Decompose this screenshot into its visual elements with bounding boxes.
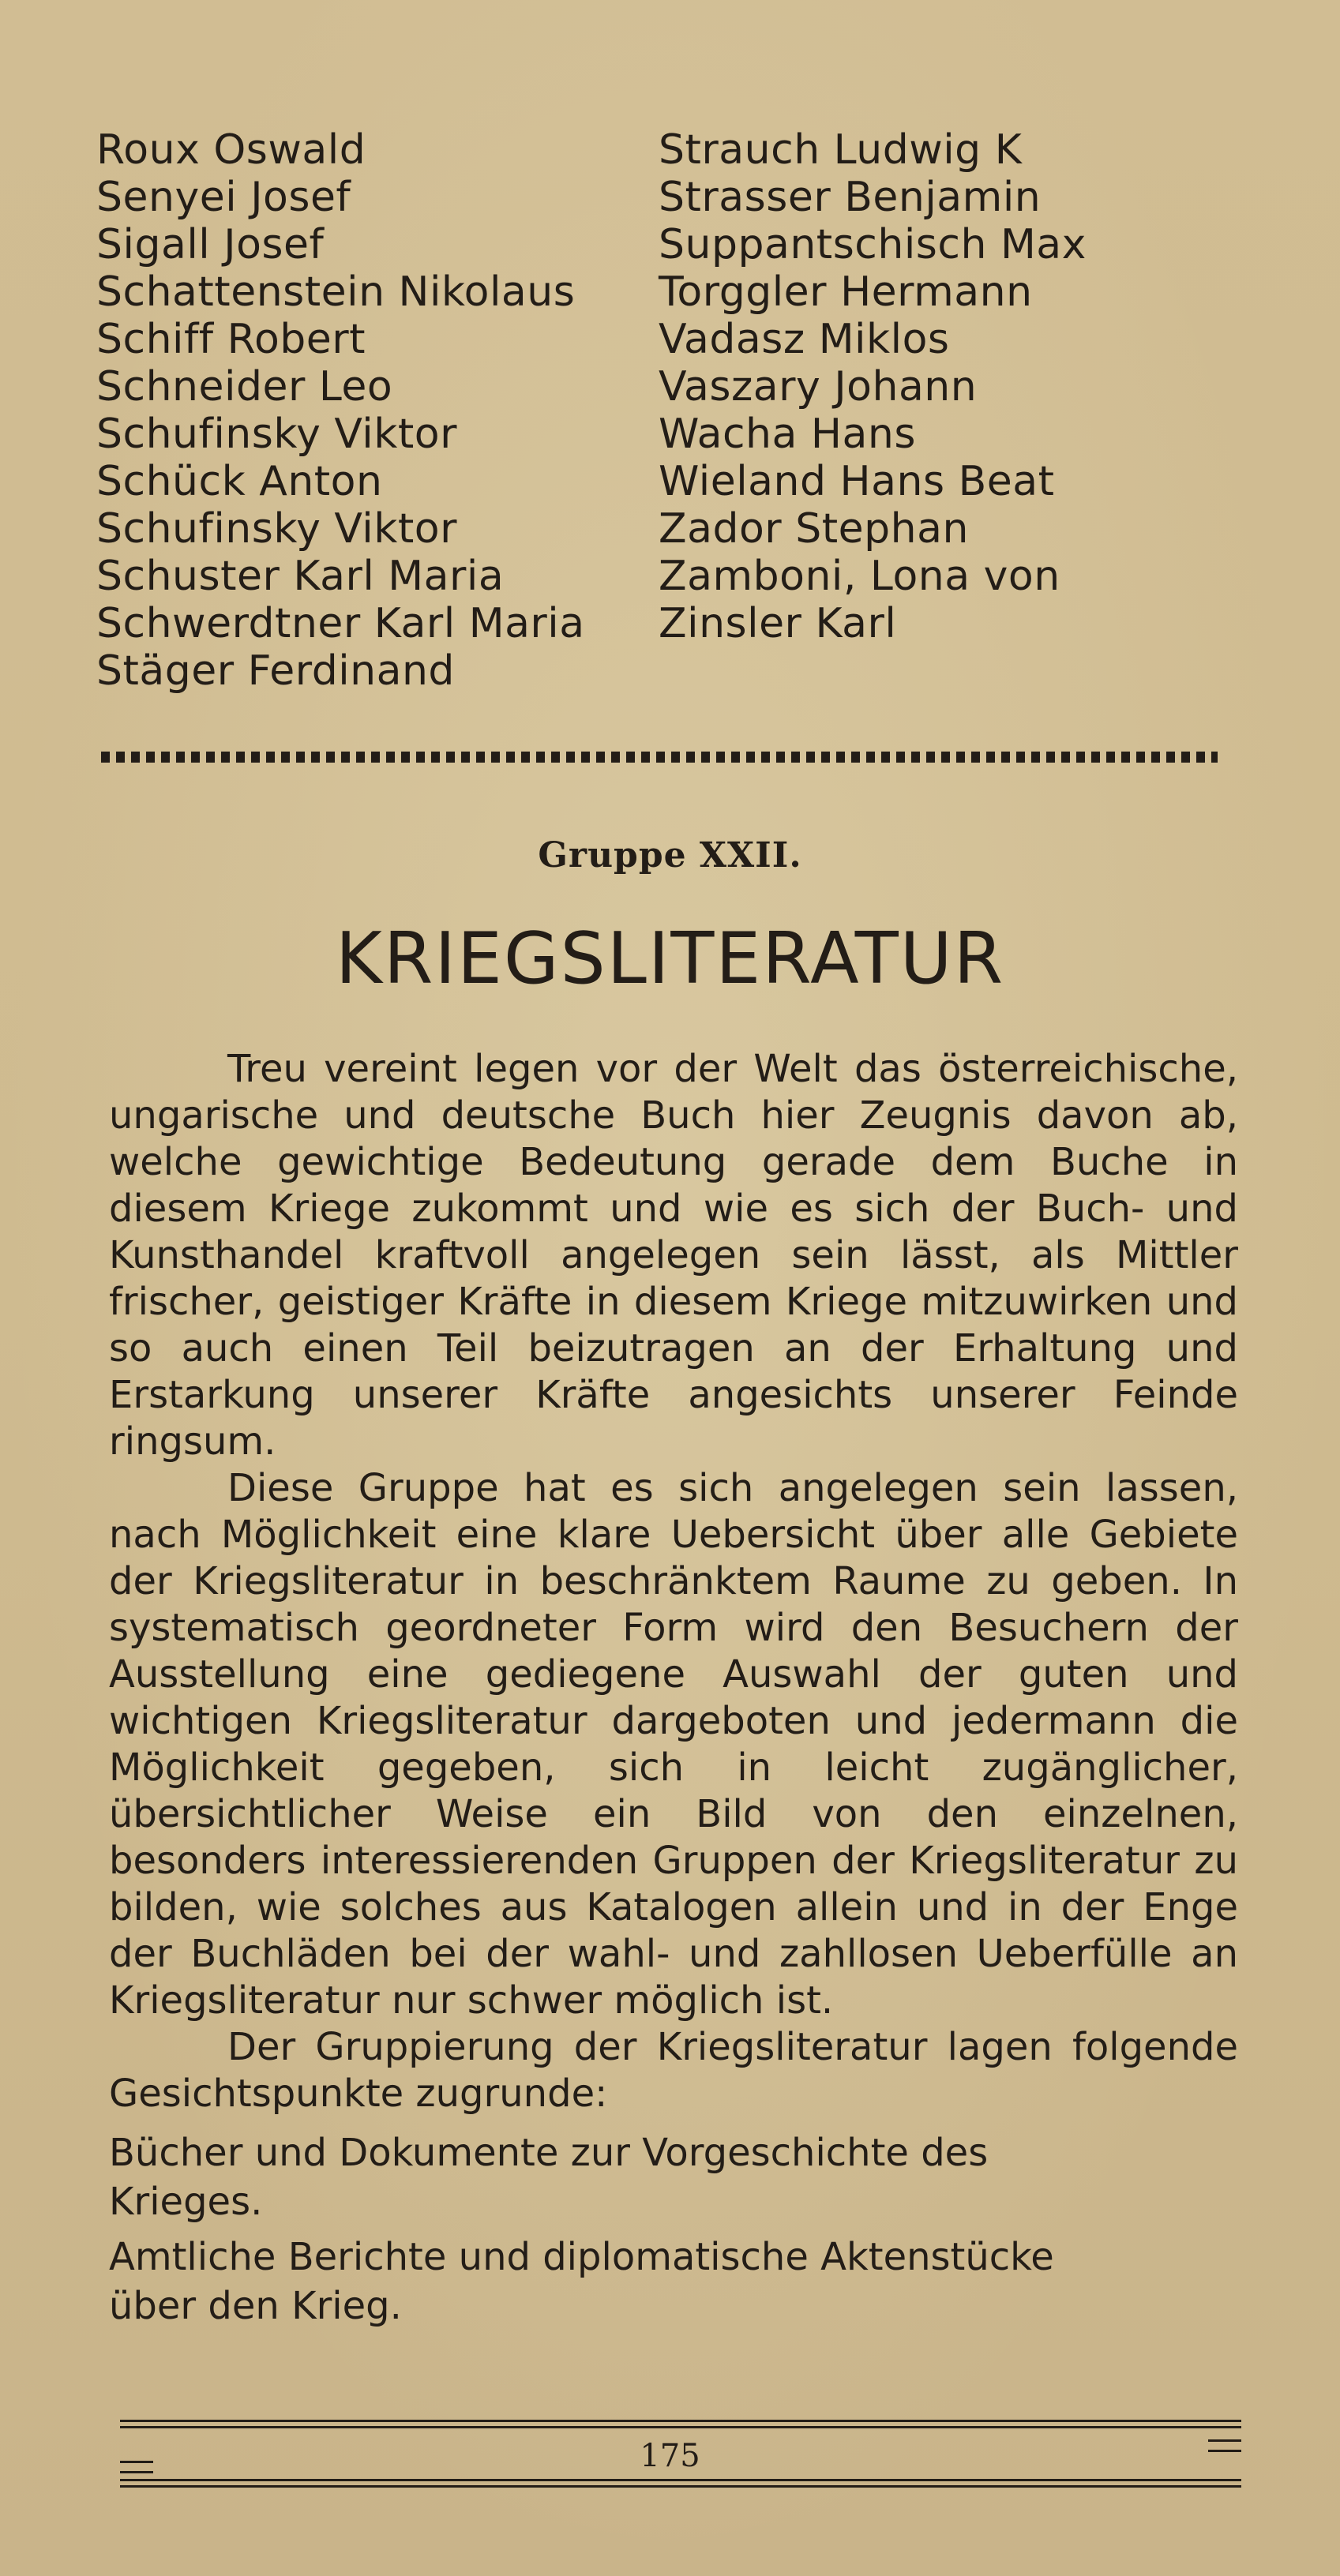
category-item-line2: über den Krieg. <box>109 2284 402 2328</box>
name-list-left <box>96 126 585 695</box>
list-item: Schufinsky Viktor <box>96 505 457 553</box>
paragraph: Treu vereint legen vor der Welt das österreichische, ungarische und deutsche Buch hier Zeugnis davon ab, welche gewichtige Bedeutung gerade dem Buche in diesem Kriege zukommt und wie es sich der Buch- und Kunsthandel kraftvoll angelegen sein lässt, als Mittler frischer, geistiger Kräfte in diesem Kriege mitzuwirken und so auch einen Teil beizutragen an der Erhaltung und Erstarkung unserer Kräfte angesichts unserer Feinde ringsum. <box>109 1047 1238 1464</box>
list-item: Roux Oswald <box>96 126 366 174</box>
list-item: Stäger Ferdinand <box>96 647 455 695</box>
list-item: Strauch Ludwig K <box>659 126 1023 174</box>
list-item: Zamboni, Lona von <box>659 553 1060 600</box>
category-item-line1 <box>109 2233 1238 2282</box>
list-item: Vaszary Johann <box>659 363 978 411</box>
list-item: Senyei Josef <box>96 174 351 221</box>
list-item: Schneider Leo <box>96 363 393 411</box>
category-item <box>109 2128 1238 2226</box>
list-item: Schufinsky Viktor <box>96 411 457 458</box>
list-item: Schück Anton <box>96 458 383 505</box>
list-item: Schiff Robert <box>96 316 366 363</box>
list-item: Schattenstein Nikolaus <box>96 268 576 316</box>
category-item-line1 <box>109 2128 1238 2177</box>
category-item-line2: Krieges. <box>109 2180 263 2224</box>
group-label: Gruppe XXII. <box>538 835 802 876</box>
category-list <box>109 2128 1238 2330</box>
list-item: Schuster Karl Maria <box>96 553 505 600</box>
footer-rule <box>120 2479 1241 2481</box>
list-item: Vadasz Miklos <box>659 316 950 363</box>
list-item: Torggler Hermann <box>659 268 1033 316</box>
page-number: 175 <box>640 2438 700 2474</box>
list-item: Strasser Benjamin <box>659 174 1042 221</box>
name-list-right <box>659 126 1087 647</box>
body-text <box>109 1046 1238 2337</box>
footer-rule <box>120 2485 1241 2488</box>
list-item: Wieland Hans Beat <box>659 458 1055 505</box>
list-item: Zinsler Karl <box>659 600 897 647</box>
paragraph: Diese Gruppe hat es sich angelegen sein lassen, nach Möglichkeit eine klare Uebersicht über alle Gebiete der Kriegsliteratur in beschränktem Raume zu geben. In systematisch geordneter Form wird den Besuchern der Ausstellung eine gediegene Auswahl der guten und wichtigen Kriegsliteratur dargeboten und jedermann die Möglichkeit gegeben, sich in leicht zugänglicher, übersichtlicher Weise ein Bild von den einzelnen, besonders interessierenden Gruppen der Kriegsliteratur zu bilden, wie solches aus Katalogen allein und in der Enge der Buchläden bei der wahl- und zahllosen Ueberfülle an Kriegsliteratur nur schwer möglich ist. <box>109 1466 1238 2023</box>
dotted-divider <box>101 752 1218 763</box>
paragraph: Der Gruppierung der Kriegsliteratur lagen folgende Gesichtspunkte zugrunde: <box>109 2025 1238 2116</box>
footer-rule <box>120 2420 1241 2422</box>
category-item-text: Amtliche Berichte und diplomatische Aktenstücke <box>109 2235 1054 2279</box>
list-item: Schwerdtner Karl Maria <box>96 600 585 647</box>
list-item: Sigall Josef <box>96 221 325 268</box>
section-title: KRIEGSLITERATUR <box>335 917 1005 1000</box>
category-item <box>109 2233 1238 2330</box>
list-item: Zador Stephan <box>659 505 969 553</box>
category-item-text: Bücher und Dokumente zur Vorgeschichte des <box>109 2131 989 2175</box>
list-item: Wacha Hans <box>659 411 916 458</box>
footer-rule <box>120 2426 1241 2428</box>
list-item: Suppantschisch Max <box>659 221 1087 268</box>
